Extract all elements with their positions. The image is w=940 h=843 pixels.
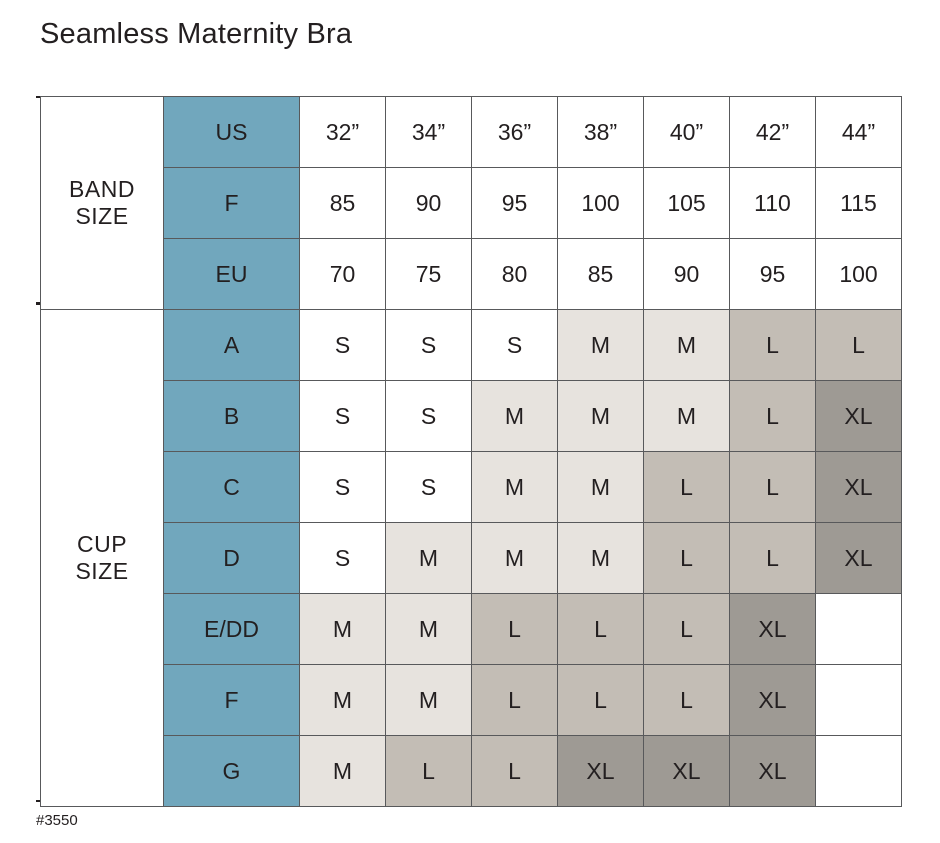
band-eu-4: 85	[558, 239, 644, 310]
cup-a-42: L	[730, 310, 816, 381]
cup-a-44: L	[816, 310, 902, 381]
cup-edd-38: L	[558, 594, 644, 665]
cup-edd-44	[816, 594, 902, 665]
cup-c-44: XL	[816, 452, 902, 523]
cup-c-38: M	[558, 452, 644, 523]
cup-b-40: M	[644, 381, 730, 452]
cup-d-40: L	[644, 523, 730, 594]
cup-g-40: XL	[644, 736, 730, 807]
cup-row-label-c: C	[164, 452, 300, 523]
table-row	[41, 381, 902, 452]
cup-row-label-edd: E/DD	[164, 594, 300, 665]
cup-row-label-g: G	[164, 736, 300, 807]
cup-c-40: L	[644, 452, 730, 523]
cup-f-44	[816, 665, 902, 736]
cup-d-38: M	[558, 523, 644, 594]
band-eu-6: 95	[730, 239, 816, 310]
cup-size-label-line1: CUP	[76, 530, 128, 557]
cup-b-32: S	[300, 381, 386, 452]
table-row	[41, 665, 902, 736]
table-row	[41, 523, 902, 594]
cup-c-36: M	[472, 452, 558, 523]
band-us-32: 32”	[300, 97, 386, 168]
cup-b-36: M	[472, 381, 558, 452]
band-us-44: 44”	[816, 97, 902, 168]
cup-d-42: L	[730, 523, 816, 594]
band-row-label-us: US	[164, 97, 300, 168]
band-us-40: 40”	[644, 97, 730, 168]
table-row	[41, 239, 902, 310]
cup-size-group-label	[41, 310, 164, 807]
cup-g-36: L	[472, 736, 558, 807]
band-eu-2: 75	[386, 239, 472, 310]
cup-f-34: M	[386, 665, 472, 736]
band-eu-5: 90	[644, 239, 730, 310]
band-eu-3: 80	[472, 239, 558, 310]
cup-row-label-d: D	[164, 523, 300, 594]
cup-b-34: S	[386, 381, 472, 452]
band-f-5: 105	[644, 168, 730, 239]
cup-size-label-line2: SIZE	[75, 558, 129, 584]
band-f-3: 95	[472, 168, 558, 239]
cup-d-44: XL	[816, 523, 902, 594]
cup-f-38: L	[558, 665, 644, 736]
cup-edd-34: M	[386, 594, 472, 665]
table-row	[41, 168, 902, 239]
band-us-38: 38”	[558, 97, 644, 168]
cup-a-32: S	[300, 310, 386, 381]
cup-g-44	[816, 736, 902, 807]
cup-a-36: S	[472, 310, 558, 381]
band-eu-7: 100	[816, 239, 902, 310]
cup-a-34: S	[386, 310, 472, 381]
table-row	[41, 97, 902, 168]
cup-d-36: M	[472, 523, 558, 594]
band-row-label-f: F	[164, 168, 300, 239]
cup-f-36: L	[472, 665, 558, 736]
band-size-label-line2: SIZE	[75, 203, 129, 229]
cup-f-40: L	[644, 665, 730, 736]
band-us-36: 36”	[472, 97, 558, 168]
cup-row-label-f: F	[164, 665, 300, 736]
cup-b-44: XL	[816, 381, 902, 452]
cup-row-label-b: B	[164, 381, 300, 452]
cup-b-42: L	[730, 381, 816, 452]
band-us-34: 34”	[386, 97, 472, 168]
page-title: Seamless Maternity Bra	[40, 18, 353, 50]
cup-g-32: M	[300, 736, 386, 807]
cup-a-40: M	[644, 310, 730, 381]
cup-f-32: M	[300, 665, 386, 736]
size-chart-table-wrap	[40, 96, 892, 807]
cup-edd-36: L	[472, 594, 558, 665]
cup-edd-32: M	[300, 594, 386, 665]
band-f-6: 110	[730, 168, 816, 239]
cup-d-32: S	[300, 523, 386, 594]
table-row	[41, 452, 902, 523]
band-f-2: 90	[386, 168, 472, 239]
cup-c-42: L	[730, 452, 816, 523]
cup-c-34: S	[386, 452, 472, 523]
table-row	[41, 594, 902, 665]
cup-g-34: L	[386, 736, 472, 807]
cup-c-32: S	[300, 452, 386, 523]
band-us-42: 42”	[730, 97, 816, 168]
cup-a-38: M	[558, 310, 644, 381]
table-row	[41, 736, 902, 807]
size-chart-table	[40, 96, 902, 807]
cup-d-34: M	[386, 523, 472, 594]
cup-edd-40: L	[644, 594, 730, 665]
band-size-group-label	[41, 97, 164, 310]
cup-f-42: XL	[730, 665, 816, 736]
cup-edd-42: XL	[730, 594, 816, 665]
table-row	[41, 310, 902, 381]
cup-b-38: M	[558, 381, 644, 452]
cup-g-38: XL	[558, 736, 644, 807]
band-size-label-line1: BAND	[69, 175, 135, 202]
band-eu-1: 70	[300, 239, 386, 310]
table-body	[41, 97, 902, 807]
cup-row-label-a: A	[164, 310, 300, 381]
style-number: #3550	[36, 812, 78, 829]
band-f-1: 85	[300, 168, 386, 239]
band-f-4: 100	[558, 168, 644, 239]
band-row-label-eu: EU	[164, 239, 300, 310]
cup-g-42: XL	[730, 736, 816, 807]
band-f-7: 115	[816, 168, 902, 239]
